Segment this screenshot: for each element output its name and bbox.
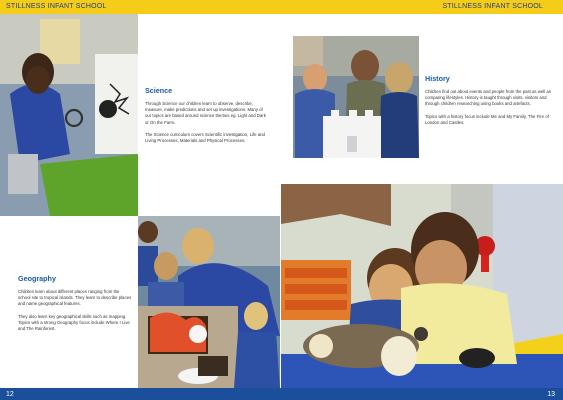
science-paragraph-1: Through Science our children learn to observe, describe, measure, make predictions and set up investigations. Many of our topics are based around science themes eg. Light and Dark or On the Farm. [145, 101, 266, 125]
page-number-left: 12 [6, 391, 14, 398]
history-section [425, 74, 552, 132]
school-name-left: STILLNESS INFANT SCHOOL [6, 3, 107, 10]
history-paragraph-1: Children find out about events and people from the past as well as comparing lifestyles. History is taught through visits, visitors and through children researching using books and artefacts. [425, 89, 551, 107]
history-heading: History [425, 74, 450, 83]
science-photo [0, 14, 138, 216]
footer-band [0, 388, 563, 400]
history-paragraph-2: Topics with a history focus include Me and My Family, The Fire of London and Castles. [425, 113, 549, 125]
page-number-right: 13 [547, 391, 555, 398]
science-heading: Science [145, 86, 173, 95]
geography-section [18, 274, 133, 338]
geography-photo [138, 216, 280, 388]
science-paragraph-2: The Science curriculum covers Scientific investigation, Life and Living Processes, Materials and Physical Processes. [145, 131, 265, 144]
geography-heading: Geography [18, 274, 56, 283]
school-name-right: STILLNESS INFANT SCHOOL [442, 3, 543, 10]
geography-paragraph-1: Children learn about different places ranging from the school site to tropical islands. They learn to describe places and name geographical features. [18, 289, 132, 307]
geography-paragraph-2: They also learn key geographical skills such as mapping. Topics with a strong Geography focus include Where I Live and The Rainforest. [18, 313, 130, 332]
science-section [145, 86, 270, 150]
history-photo [293, 36, 419, 158]
magnifier-photo [281, 184, 563, 388]
